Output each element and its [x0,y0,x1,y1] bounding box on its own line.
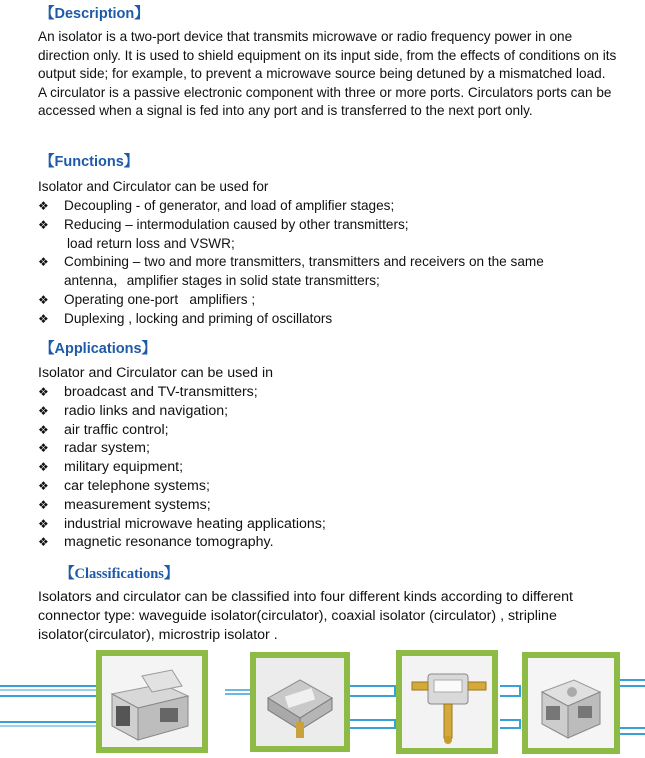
list-item: ❖ Duplexing , locking and priming of oscillators [38,310,628,329]
coaxial-isolator-photo [250,652,350,752]
list-item: ❖ radio links and navigation; [38,402,229,419]
diamond-bullet-icon: ❖ [38,385,49,399]
waveguide-circulator-photo [522,652,620,754]
list-item: ❖ broadcast and TV-transmitters; [38,384,258,400]
classifications-heading: 【Classifications】 [60,566,179,582]
diamond-bullet-icon: ❖ [38,441,49,456]
diamond-bullet-icon: ❖ [38,478,49,493]
applications-heading: 【Applications】 [40,341,157,357]
list-item: ❖ measurement systems; [38,496,211,513]
diamond-bullet-icon: ❖ [38,292,49,307]
list-item: ❖ car telephone systems; [38,477,210,494]
applications-intro: Isolator and Circulator can be used in [38,365,274,381]
diamond-bullet-icon: ❖ [38,460,49,475]
list-item: ❖ Reducing – intermodulation caused by other transmitters; load return loss and VSWR; [38,216,409,251]
list-item: ❖ industrial microwave heating applications; [38,515,326,532]
waveguide-circulator-image [528,658,614,748]
description-paragraph-1: An isolator is a two-port device that transmits microwave or radio frequency power in one direction only. It is used to shield equipment on its input side, from the effects of conditions on its output side; for example, to prevent a microwave source being detuned by a mismatched load. [38,29,617,82]
coaxial-isolator-image [256,658,344,746]
list-item: ❖ Combining – two and more transmitters, transmitters and receivers on the same antenna，amplifier stages in solid state transmitters; [38,254,544,289]
list-item: ❖ magnetic resonance tomography. [38,534,274,551]
classifications-text: Isolators and circulator can be classified into four different kinds according to different connector type: waveguide isolator(circulator), coaxial isolator (circulator) , stripline isolator(circulator), microstrip isolator . [38,589,573,643]
description-paragraph-2: A circulator is a passive electronic component with three or more ports. Circulators ports can be accessed when a signal is fed into any port and is transferred to the next port only. [38,84,612,119]
product-photo-banner [0,650,645,758]
diamond-bullet-icon: ❖ [38,516,49,531]
waveguide-isolator-image [102,656,202,747]
diamond-bullet-icon: ❖ [38,255,49,270]
list-item: ❖ Operating one-port amplifiers ; [38,291,628,310]
diamond-bullet-icon: ❖ [38,422,49,437]
stripline-circulator-image [402,656,492,748]
list-item: ❖ radar system; [38,440,150,457]
applications-list [38,383,628,552]
diamond-bullet-icon: ❖ [38,199,49,213]
stripline-circulator-photo [396,650,498,754]
functions-list [38,197,628,329]
list-item: ❖ air traffic control; [38,421,169,438]
list-item: ❖ Decoupling - of generator, and load of amplifier stages; [38,197,628,216]
list-item-continuation: load return loss and VSWR; [67,235,235,251]
diamond-bullet-icon: ❖ [38,217,49,232]
description-heading: 【Description】 [40,6,149,22]
diamond-bullet-icon: ❖ [38,403,49,418]
diamond-bullet-icon: ❖ [38,311,49,326]
diamond-bullet-icon: ❖ [38,497,49,512]
functions-intro: Isolator and Circulator can be used for [38,179,269,194]
functions-heading: 【Functions】 [40,154,139,170]
diamond-bullet-icon: ❖ [38,535,49,550]
description-text [38,28,618,121]
waveguide-isolator-photo [96,650,208,753]
list-item: ❖ military equipment; [38,459,184,476]
